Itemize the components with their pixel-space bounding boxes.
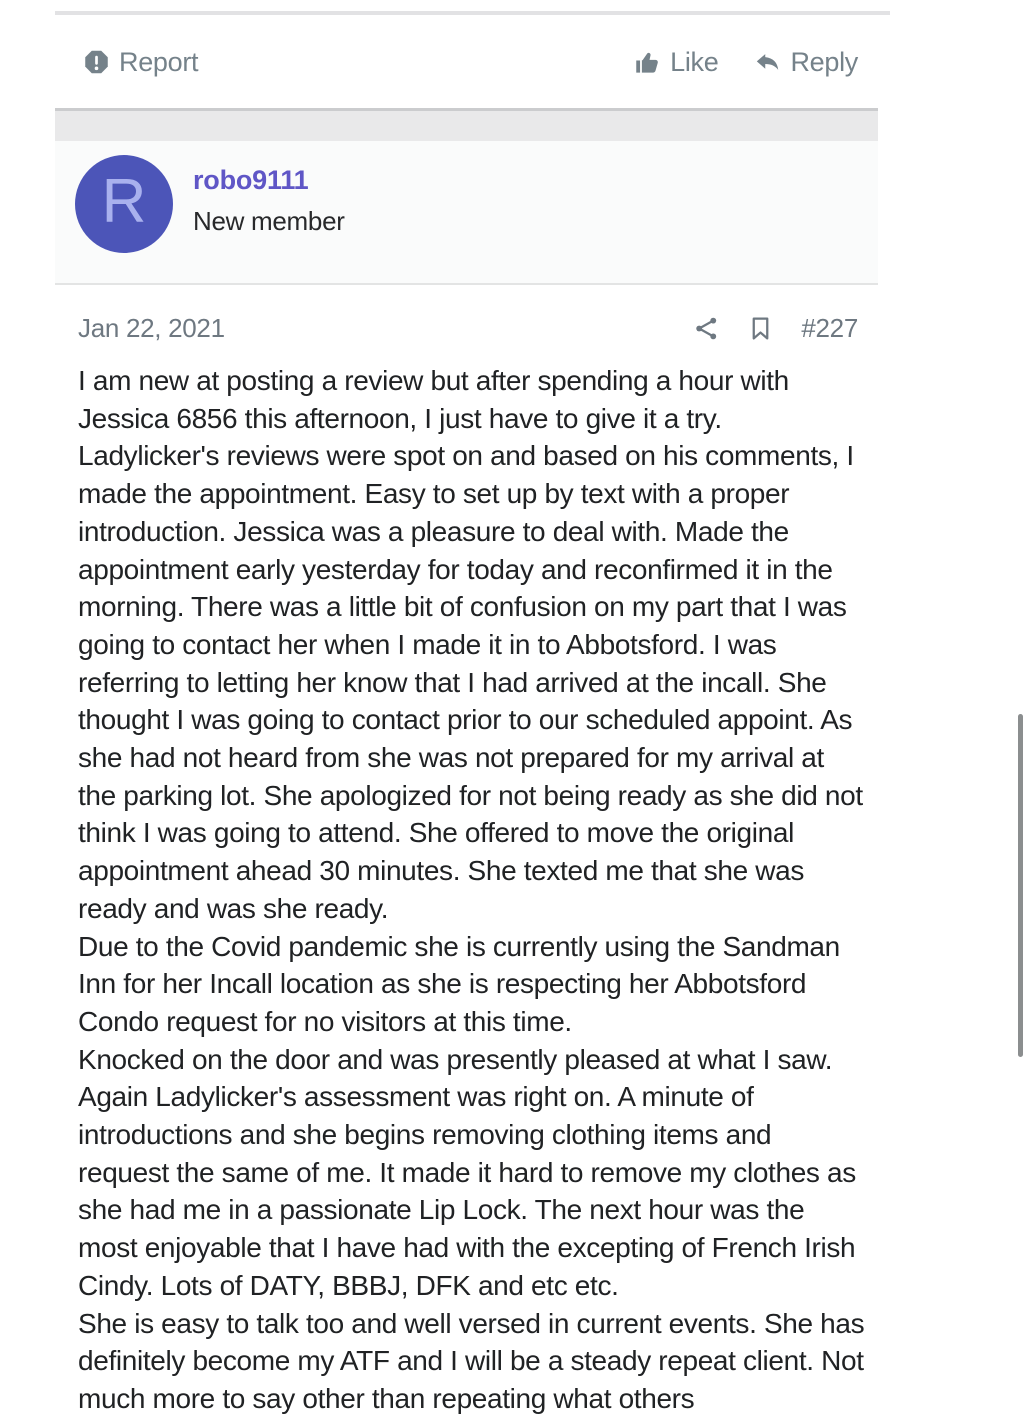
user-title: New member [193, 206, 345, 236]
reply-button[interactable] [754, 47, 858, 78]
scrollbar-thumb[interactable] [1018, 714, 1023, 1057]
report-button[interactable] [55, 47, 198, 78]
reply-arrow-icon [754, 49, 781, 76]
report-octagon-icon [83, 49, 110, 76]
like-label: Like [670, 46, 719, 77]
like-button[interactable] [634, 47, 718, 78]
author-info [193, 155, 345, 237]
post-meta-row [78, 310, 858, 346]
toolbar-right-group [634, 47, 858, 78]
post-paragraph: She is easy to talk too and well versed in current events. She has definitely become my ATF and I will be a steady repeat client. Not much more to say other than repeating what others [78, 1307, 865, 1414]
share-icon[interactable] [693, 315, 720, 342]
report-label: Report [119, 46, 199, 77]
post-number-link[interactable]: #227 [801, 312, 858, 343]
thumbs-up-icon [634, 49, 661, 76]
post-date-link[interactable]: Jan 22, 2021 [78, 312, 225, 343]
post-meta-right-group [693, 313, 858, 344]
author-card-band [55, 108, 878, 141]
post-paragraph: I am new at posting a review but after spending a hour with Jessica 6856 this afternoon, I just have to give it a try. Ladylicker's reviews were spot on and based on his comments, I made the appointment. Easy to set up by text with a proper introduction. Jessica was a pleasure to deal with. Made the appointment early yesterday for today and reconfirmed it in the morning. There was a little bit of confusion on my part that I was going to contact her when I made it in to Abbotsford. I was referring to letting her know that I had arrived at the incall. She thought I was going to contact prior to our scheduled appoint. As she had not heard from she was not prepared for my arrival at the parking lot. She apologized for not being ready as she did not think I was going to attend. She offered to move the original appointment ahead 30 minutes. She texted me that she was ready and was she ready. [78, 365, 863, 924]
post-author-card [55, 108, 878, 285]
reply-label: Reply [790, 46, 858, 77]
post-paragraph: Knocked on the door and was presently pleased at what I saw. Again Ladylicker's assessment was right on. A minute of introductions and she begins removing clothing items and request the same of me. It made it hard to remove my clothes as she had me in a passionate Lip Lock. The next hour was the most enjoyable that I have had with the excepting of French Irish Cindy. Lots of DATY, BBBJ, DFK and etc etc. [78, 1043, 856, 1301]
username-link[interactable]: robo9111 [193, 165, 309, 195]
post-divider [55, 11, 890, 15]
post-body [78, 362, 866, 1417]
post-actions-toolbar [55, 40, 858, 84]
bookmark-icon[interactable] [747, 315, 774, 342]
post-paragraph: Due to the Covid pandemic she is currently using the Sandman Inn for her Incall location as she is respecting her Abbotsford Condo request for no visitors at this time. [78, 930, 840, 1037]
author-card-body [55, 141, 878, 283]
avatar[interactable] [75, 155, 173, 253]
avatar-letter: R [101, 167, 147, 236]
